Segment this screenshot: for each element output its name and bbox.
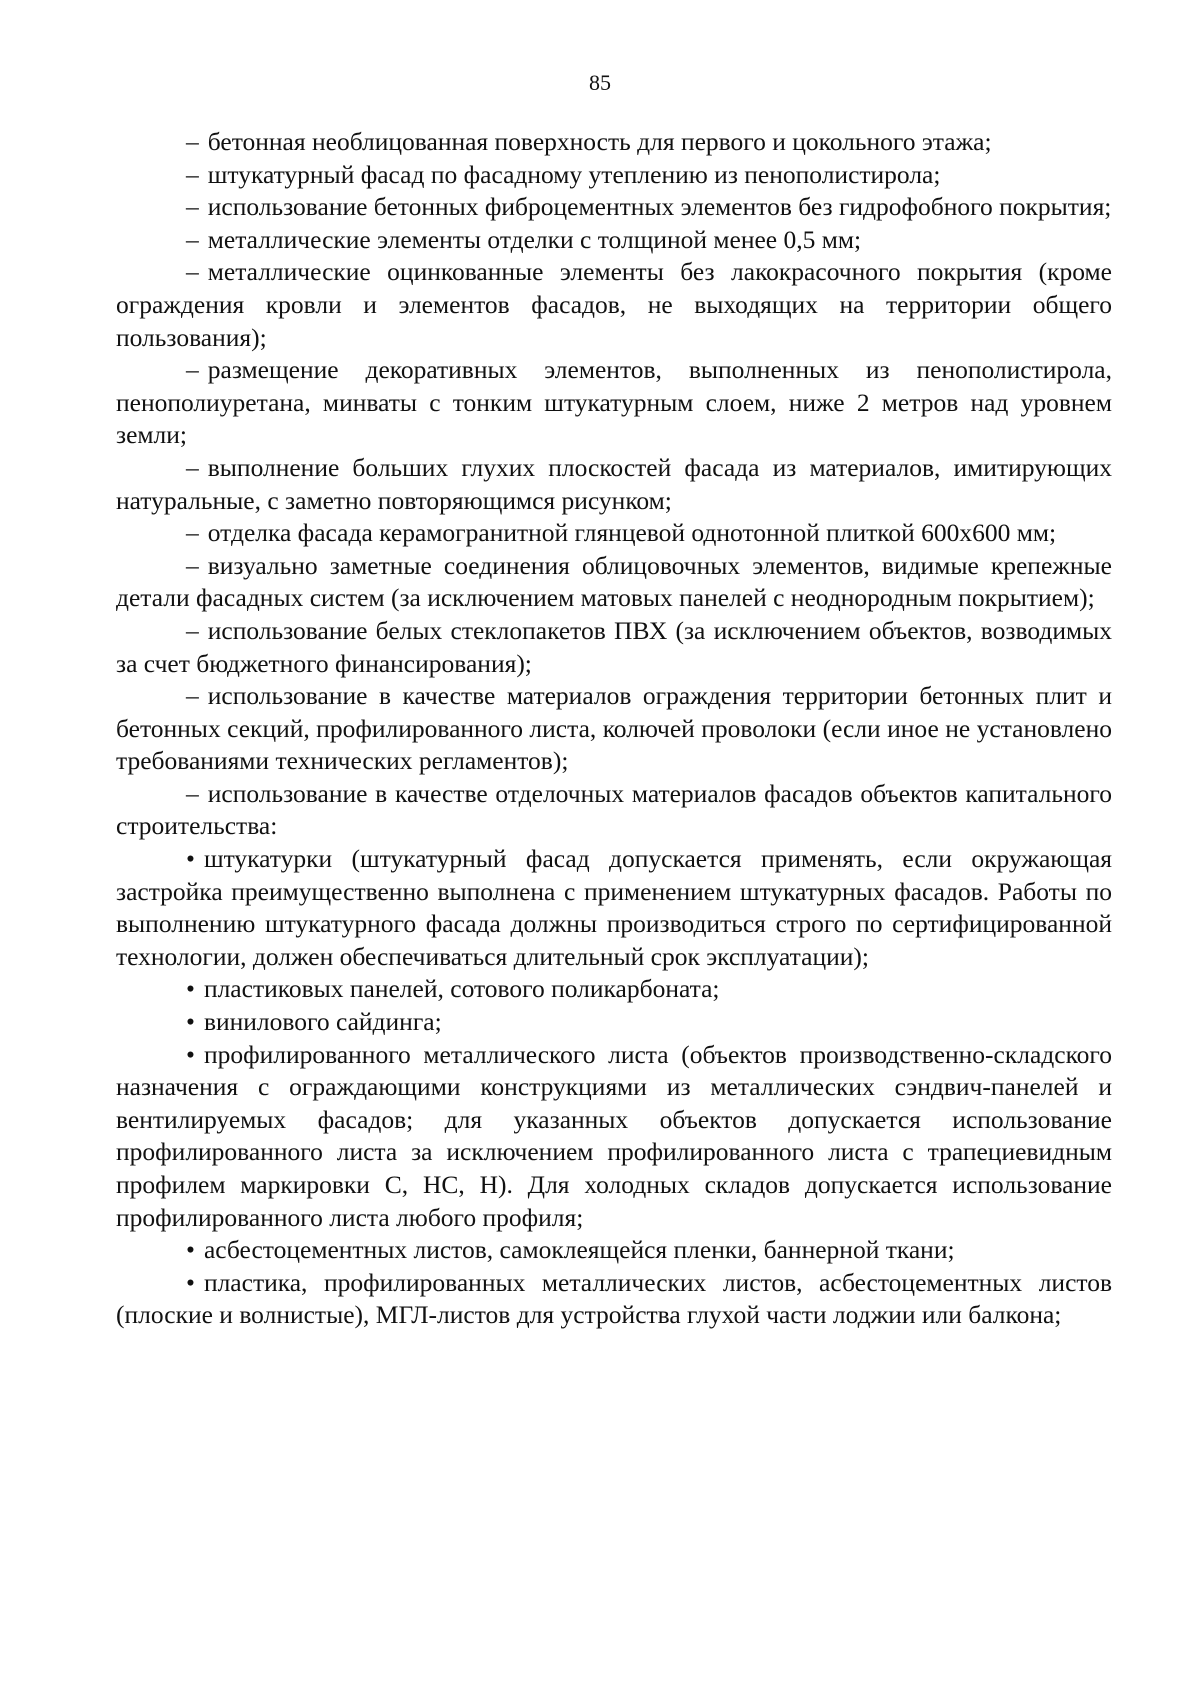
dash-marker: – xyxy=(186,224,199,254)
bullet-list-item xyxy=(116,1006,1112,1039)
bullet-list-item xyxy=(116,1267,1112,1332)
paragraph-text: профилированного металлического листа (объектов производственно-складского назначения с ограждающими конструкциями из металлических сэндвич-панелей и вентилируемых фасадов; для указанных объектов допускается использование профилированного листа за исключением профилированного листа с трапециевидным профилем маркировки С, НС, Н). Для холодных складов допускается использование профилированного листа любого профиля; xyxy=(116,1039,1112,1232)
dash-list-item xyxy=(116,680,1112,778)
dash-marker: – xyxy=(186,681,199,711)
dash-list-item xyxy=(116,452,1112,517)
paragraph-text: металлические элементы отделки с толщиной менее 0,5 мм; xyxy=(207,224,862,254)
dash-list-item xyxy=(116,550,1112,615)
paragraph-text: пластика, профилированных металлических листов, асбестоцементных листов (плоские и волнистые), МГЛ-листов для устройства глухой части лоджии или балкона; xyxy=(116,1267,1112,1330)
paragraph-text: использование белых стеклопакетов ПВХ (за исключением объектов, возводимых за счет бюджетного финансирования); xyxy=(116,615,1112,678)
dash-marker: – xyxy=(186,778,199,808)
dash-marker: – xyxy=(186,257,199,287)
dash-list-item xyxy=(116,126,1112,159)
paragraph-text: асбестоцементных листов, самоклеящейся пленки, баннерной ткани; xyxy=(203,1235,955,1265)
paragraph-text: использование бетонных фиброцементных элементов без гидрофобного покрытия; xyxy=(207,192,1112,222)
bullet-marker: • xyxy=(186,1235,195,1265)
paragraph-text: штукатурки (штукатурный фасад допускается применять, если окружающая застройка преимущественно выполнена с применением штукатурных фасадов. Работы по выполнению штукатурного фасада должны производиться строго по сертифицированной технологии, должен обеспечиваться длительный срок эксплуатации); xyxy=(116,844,1112,971)
paragraph-text: пластиковых панелей, сотового поликарбоната; xyxy=(203,974,720,1004)
page-number: 85 xyxy=(589,70,611,95)
paragraph-text: использование в качестве отделочных материалов фасадов объектов капитального строительства: xyxy=(116,778,1112,841)
dash-list-item xyxy=(116,354,1112,452)
dash-list-item xyxy=(116,224,1112,257)
dash-marker: – xyxy=(186,127,199,156)
paragraph-text: винилового сайдинга; xyxy=(203,1007,442,1037)
dash-list-item xyxy=(116,191,1112,224)
paragraph-text: размещение декоративных элементов, выполненных из пенополистирола, пенополиуретана, минваты с тонким штукатурным слоем, ниже 2 метров над уровнем земли; xyxy=(116,355,1112,450)
bullet-marker: • xyxy=(186,1039,195,1069)
bullet-list-item xyxy=(116,973,1112,1006)
paragraph-text: отделка фасада керамогранитной глянцевой однотонной плиткой 600х600 мм; xyxy=(207,518,1057,548)
bullet-list-item xyxy=(116,1234,1112,1267)
paragraph-text: металлические оцинкованные элементы без лакокрасочного покрытия (кроме ограждения кровли и элементов фасадов, не выходящих на территории общего пользования); xyxy=(116,257,1112,352)
paragraph-text: выполнение больших глухих плоскостей фасада из материалов, имитирующих натуральные, с заметно повторяющимся рисунком; xyxy=(116,452,1112,515)
dash-marker: – xyxy=(186,452,199,482)
dash-marker: – xyxy=(186,159,199,189)
dash-marker: – xyxy=(186,615,199,645)
dash-list-item xyxy=(116,778,1112,843)
dash-marker: – xyxy=(186,192,199,222)
dash-marker: – xyxy=(186,550,199,580)
dash-list-item xyxy=(116,517,1112,550)
bullet-list-item xyxy=(116,843,1112,973)
paragraph-text: визуально заметные соединения облицовочных элементов, видимые крепежные детали фасадных систем (за исключением матовых панелей с неоднородным покрытием); xyxy=(116,550,1112,613)
bullet-marker: • xyxy=(186,1007,195,1037)
dash-list-item xyxy=(116,615,1112,680)
bullet-marker: • xyxy=(186,844,195,874)
bullet-marker: • xyxy=(186,974,195,1004)
paragraph-text: штукатурный фасад по фасадному утеплению из пенополистирола; xyxy=(207,159,941,189)
dash-list-item xyxy=(116,256,1112,354)
paragraph-text: бетонная необлицованная поверхность для первого и цокольного этажа; xyxy=(207,127,992,156)
dash-marker: – xyxy=(186,355,199,385)
bullet-list-item xyxy=(116,1039,1112,1235)
bullet-marker: • xyxy=(186,1267,195,1297)
dash-list-item xyxy=(116,159,1112,192)
paragraph-text: использование в качестве материалов ограждения территории бетонных плит и бетонных секций, профилированного листа, колючей проволоки (если иное не установлено требованиями технических регламентов); xyxy=(116,681,1112,776)
dash-marker: – xyxy=(186,518,199,548)
document-body xyxy=(116,126,1112,1332)
